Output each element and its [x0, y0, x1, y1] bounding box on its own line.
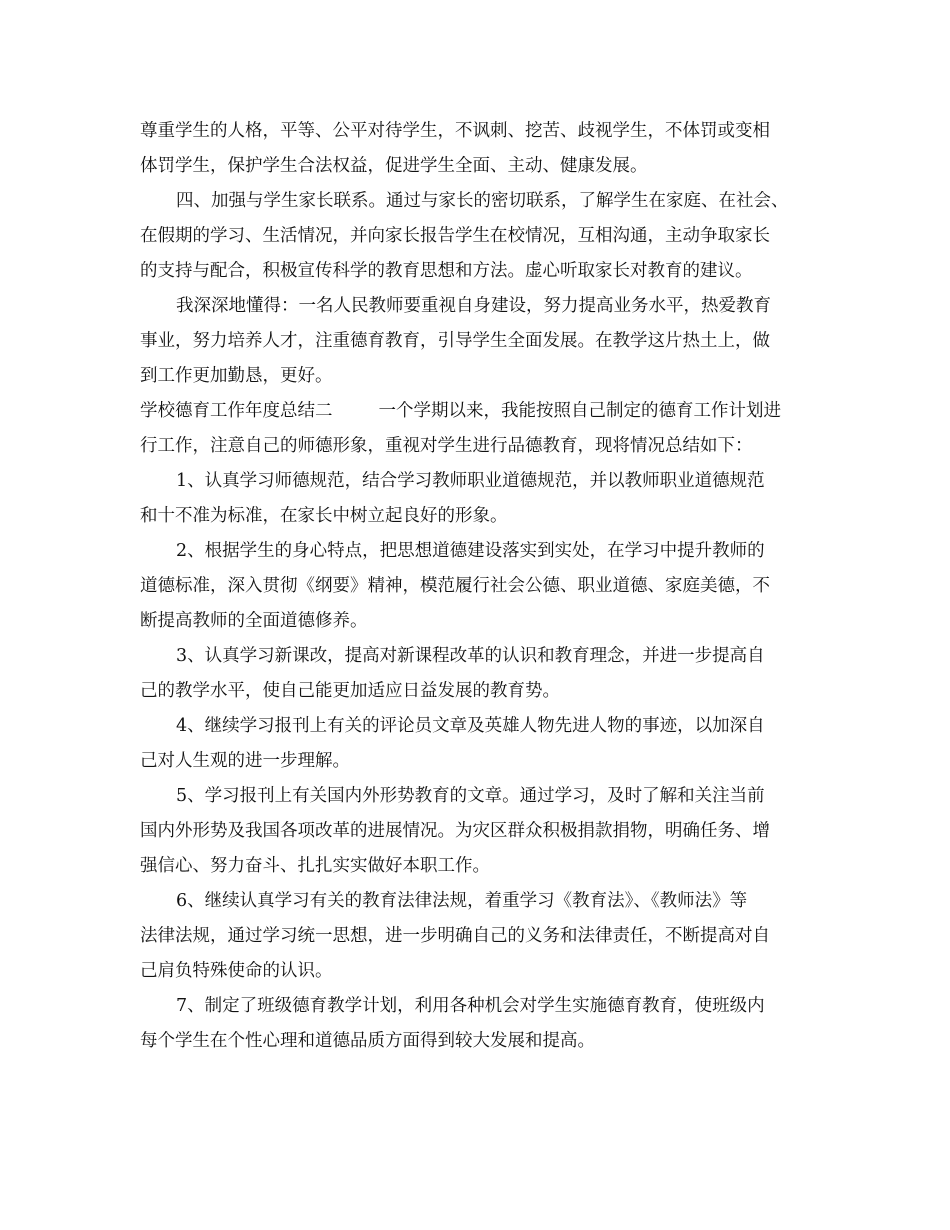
text-line: 四、加强与学生家长联系。通过与家长的密切联系，了解学生在家庭、在社会、 [176, 191, 789, 211]
text-line: 道德标准，深入贯彻《纲要》精神，模范履行社会公德、职业道德、家庭美德，不 [140, 576, 770, 596]
text-line: 己的教学水平，使自己能更加适应日益发展的教育势。 [140, 681, 560, 701]
text-line: 行工作，注意自己的师德形象，重视对学生进行品德教育，现将情况总结如下： [140, 436, 753, 456]
document-body [140, 114, 830, 1059]
text-line: 6、继续认真学习有关的教育法律法规，着重学习《教育法》、《教师法》等 [176, 891, 748, 911]
paragraph-parent-contact [140, 184, 830, 289]
text-line: 每个学生在个性心理和道德品质方面得到较大发展和提高。 [140, 1031, 595, 1051]
text-line: 法律法规，通过学习统一思想，进一步明确自己的义务和法律责任，不断提高对自 [140, 926, 770, 946]
list-item-5 [140, 779, 830, 884]
text-line [140, 394, 830, 429]
list-item-4 [140, 709, 830, 779]
paragraph-summary-two [140, 394, 830, 464]
text-line: 体罚学生，保护学生合法权益，促进学生全面、主动、健康发展。 [140, 156, 648, 176]
section-title: 学校德育工作年度总结二 [140, 401, 333, 421]
text-line: 到工作更加勤恳，更好。 [140, 366, 333, 386]
paragraph-reflection [140, 289, 830, 394]
list-item-3 [140, 639, 830, 709]
text-line: 事业，努力培养人才，注重德育教育，引导学生全面发展。在教学这片热土上，做 [140, 331, 770, 351]
paragraph-continuation [140, 114, 830, 184]
text-line: 国内外形势及我国各项改革的进展情况。为灾区群众积极捐款捐物，明确任务、增 [140, 821, 770, 841]
text-line: 在假期的学习、生活情况，并向家长报告学生在校情况，互相沟通，主动争取家长 [140, 226, 770, 246]
list-item-2 [140, 534, 830, 639]
text-line: 尊重学生的人格，平等、公平对待学生，不讽刺、挖苦、歧视学生，不体罚或变相 [140, 121, 770, 141]
text-line: 己对人生观的进一步理解。 [140, 751, 350, 771]
text-line: 2、根据学生的身心特点，把思想道德建设落实到实处，在学习中提升教师的 [176, 541, 765, 561]
text-line: 的支持与配合，积极宣传科学的教育思想和方法。虚心听取家长对教育的建议。 [140, 261, 753, 281]
text-line: 1、认真学习师德规范，结合学习教师职业道德规范，并以教师职业道德规范 [176, 471, 765, 491]
text-line: 和十不准为标准，在家长中树立起良好的形象。 [140, 506, 508, 526]
text-line: 7、制定了班级德育教学计划，利用各种机会对学生实施德育教育，使班级内 [176, 996, 765, 1016]
list-item-6 [140, 884, 830, 989]
text-line: 我深深地懂得：一名人民教师要重视自身建设，努力提高业务水平，热爱教育 [176, 296, 771, 316]
text-line: 断提高教师的全面道德修养。 [140, 611, 368, 631]
list-item-1 [140, 464, 830, 534]
list-item-7 [140, 989, 830, 1059]
section-intro-text: 一个学期以来，我能按照自己制定的德育工作计划进 [378, 401, 781, 421]
text-line: 5、学习报刊上有关国内外形势教育的文章。通过学习，及时了解和关注当前 [176, 786, 765, 806]
text-line: 3、认真学习新课改，提高对新课程改革的认识和教育理念，并进一步提高自 [176, 646, 765, 666]
text-line: 己肩负特殊使命的认识。 [140, 961, 333, 981]
text-line: 强信心、努力奋斗、扎扎实实做好本职工作。 [140, 856, 490, 876]
text-line: 4、继续学习报刊上有关的评论员文章及英雄人物先进人物的事迹，以加深自 [176, 716, 765, 736]
